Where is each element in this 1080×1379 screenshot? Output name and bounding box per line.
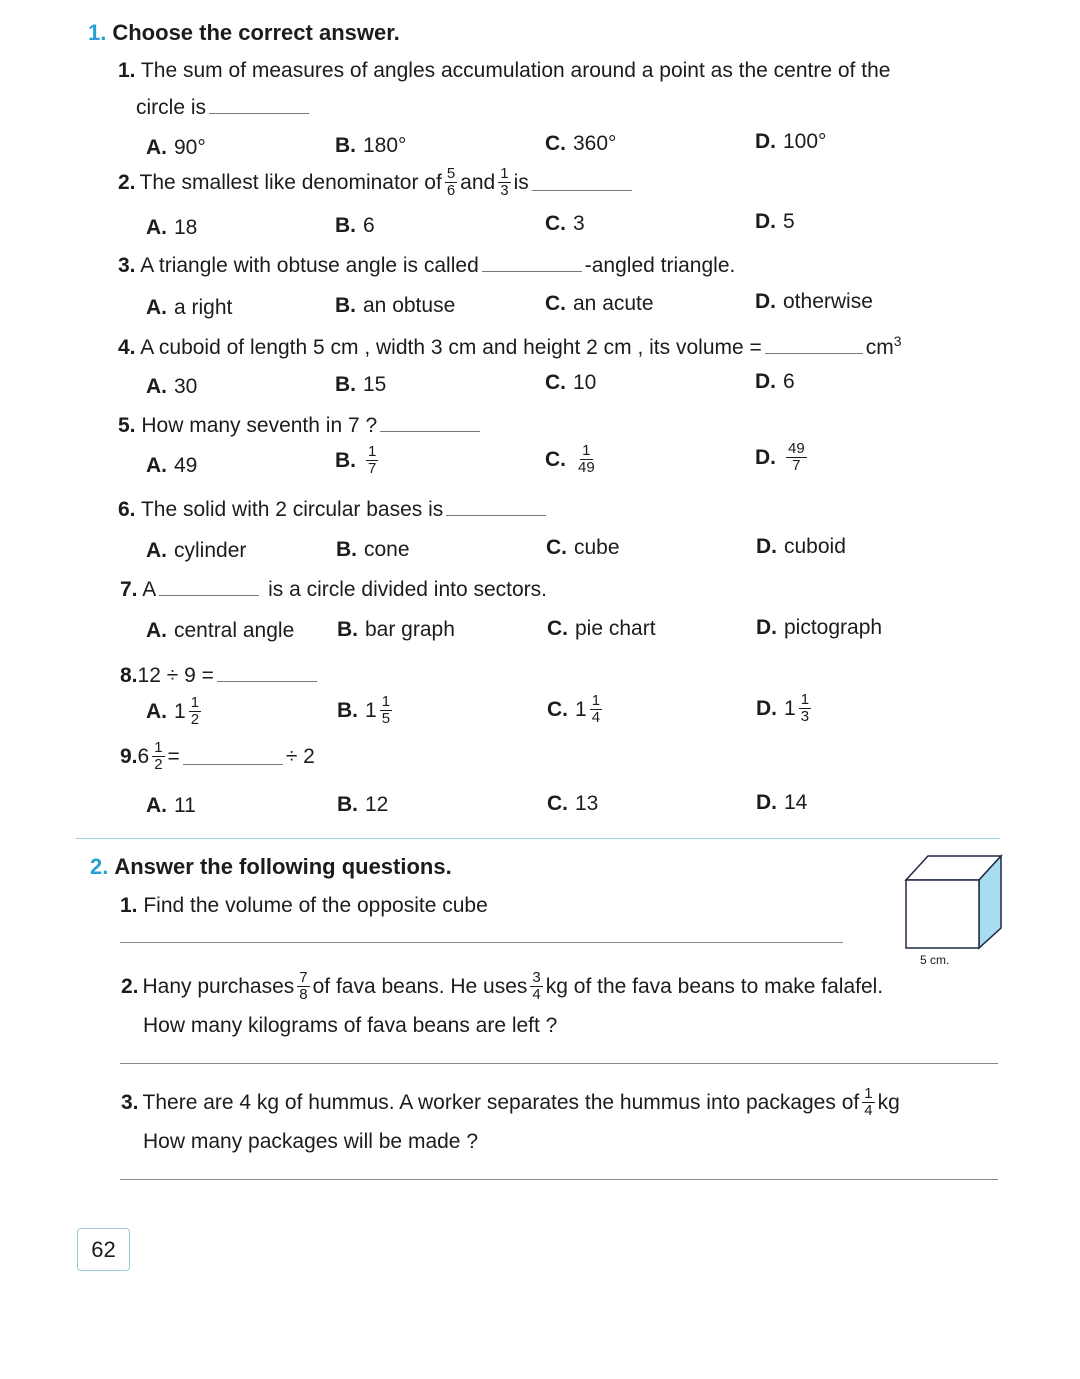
question-2 <box>118 166 635 199</box>
question-number: 8. <box>120 664 138 687</box>
option-letter: C. <box>546 536 567 559</box>
numerator: 3 <box>532 969 541 986</box>
question-text: The solid with 2 circular bases is <box>140 498 444 521</box>
option-letter: B. <box>335 448 356 472</box>
option-letter: D. <box>756 616 777 639</box>
s2-question-3-line-2: How many packages will be made ? <box>143 1130 478 1153</box>
question-3 <box>118 254 735 278</box>
option-text: 15 <box>363 373 387 396</box>
answer-blank[interactable] <box>209 113 309 114</box>
numerator: 1 <box>381 693 391 710</box>
fraction <box>590 693 602 726</box>
option-letter: B. <box>337 698 358 722</box>
question-1-line-1 <box>118 59 890 83</box>
option-d[interactable] <box>756 535 846 559</box>
answer-blank[interactable] <box>532 190 632 191</box>
cube-figure <box>898 850 1008 952</box>
answer-blank[interactable] <box>217 681 317 682</box>
option-text: 18 <box>174 216 198 239</box>
option-letter: C. <box>547 792 568 815</box>
numerator: 1 <box>582 442 591 459</box>
option-text: 90° <box>174 136 206 159</box>
question-6 <box>118 498 549 522</box>
option-text: 30 <box>174 375 198 398</box>
option-d[interactable] <box>755 210 795 234</box>
answer-blank[interactable] <box>183 764 283 765</box>
option-text: an obtuse <box>363 294 456 317</box>
answer-blank[interactable] <box>482 271 582 272</box>
denominator: 6 <box>446 182 456 199</box>
denominator: 7 <box>792 457 801 474</box>
option-text: otherwise <box>783 290 873 313</box>
option-letter: C. <box>545 132 566 155</box>
section-1-number: 1. <box>88 20 107 45</box>
question-number: 7. <box>120 578 138 601</box>
fraction <box>786 441 807 474</box>
question-text: is <box>513 170 529 194</box>
option-letter: A. <box>146 794 167 817</box>
option-c[interactable] <box>547 792 598 816</box>
answer-blank[interactable] <box>765 353 863 354</box>
option-text: 11 <box>174 794 196 817</box>
option-text: 180° <box>363 134 407 157</box>
option-text: 12 <box>365 793 389 816</box>
option-b[interactable] <box>337 618 455 642</box>
numerator: 5 <box>446 165 456 182</box>
numerator: 1 <box>800 691 810 708</box>
option-a[interactable] <box>146 794 196 818</box>
denominator: 4 <box>532 986 541 1003</box>
option-letter: B. <box>335 214 356 237</box>
option-text: cube <box>574 536 620 559</box>
question-number: 6. <box>118 498 136 521</box>
question-number: 2. <box>121 974 139 998</box>
option-letter: A. <box>146 454 167 477</box>
fraction <box>380 694 392 727</box>
fraction <box>366 444 378 477</box>
question-number: 3. <box>121 1090 139 1114</box>
fraction <box>445 166 457 199</box>
s2-question-3 <box>121 1086 900 1119</box>
option-c[interactable] <box>547 693 605 726</box>
question-text: The smallest like denominator of <box>139 170 442 194</box>
whole-number: 1 <box>365 698 377 722</box>
question-number: 1. <box>120 894 138 917</box>
option-letter: C. <box>545 212 566 235</box>
question-text: How many seventh in 7 ? <box>141 414 378 437</box>
section-1-heading <box>88 20 400 46</box>
numerator: 1 <box>591 692 601 709</box>
question-number: 3. <box>118 254 136 277</box>
option-c[interactable] <box>545 212 585 236</box>
question-text: and <box>460 170 496 194</box>
option-d[interactable] <box>755 370 795 394</box>
question-9 <box>120 740 315 773</box>
option-letter: C. <box>545 292 566 315</box>
option-c[interactable] <box>545 443 600 476</box>
option-c[interactable] <box>545 371 596 395</box>
option-letter: A. <box>146 136 167 159</box>
option-letter: A. <box>146 216 167 239</box>
option-text: 5 <box>783 210 795 233</box>
numerator: 1 <box>500 165 509 182</box>
whole-number: 1 <box>575 697 587 721</box>
whole-number: 1 <box>174 699 186 723</box>
option-letter: D. <box>756 535 777 558</box>
unit: cm <box>865 336 894 359</box>
question-1-line-2 <box>136 96 312 120</box>
question-text: is a circle divided into sectors. <box>268 578 548 601</box>
option-letter: D. <box>756 696 777 720</box>
page-number-box <box>77 1228 130 1271</box>
option-letter: A. <box>146 539 167 562</box>
option-c[interactable] <box>546 536 620 560</box>
question-text: Hany purchases <box>142 974 295 998</box>
question-text: A triangle with obtuse angle is called <box>140 254 479 277</box>
question-text: The sum of measures of angles accumulation around a point as the centre of the <box>140 59 891 82</box>
option-c[interactable] <box>545 292 654 316</box>
section-2-heading <box>90 854 452 880</box>
question-text: A <box>142 578 157 601</box>
option-b[interactable] <box>335 373 386 397</box>
denominator: 2 <box>190 711 200 728</box>
whole-number: 1 <box>784 696 796 720</box>
option-b[interactable] <box>335 444 381 477</box>
question-text: 12 ÷ 9 = <box>137 664 214 687</box>
question-text: There are 4 kg of hummus. A worker separates the hummus into packages of <box>142 1090 860 1114</box>
option-letter: D. <box>755 445 776 469</box>
option-a[interactable] <box>146 454 197 478</box>
question-text: kg of the fava beans to make falafel. <box>545 974 884 998</box>
option-b[interactable] <box>335 214 375 238</box>
question-text: = <box>167 744 180 768</box>
option-text: 6 <box>363 214 375 237</box>
option-text: 6 <box>783 370 795 393</box>
question-5 <box>118 414 483 438</box>
question-7 <box>120 578 547 602</box>
option-c[interactable] <box>547 617 656 641</box>
question-4 <box>118 333 902 360</box>
denominator: 7 <box>368 460 377 477</box>
option-a[interactable] <box>146 539 246 563</box>
option-letter: A. <box>146 619 167 642</box>
option-letter: C. <box>547 697 568 721</box>
fraction <box>576 443 597 476</box>
option-letter: B. <box>337 793 358 816</box>
option-b[interactable] <box>337 694 395 727</box>
option-text: cone <box>364 538 410 561</box>
option-text: central angle <box>174 619 295 642</box>
option-d[interactable] <box>756 616 882 640</box>
denominator: 3 <box>500 182 509 199</box>
option-letter: A. <box>146 699 167 723</box>
question-text: ÷ 2 <box>285 744 315 768</box>
fraction <box>498 166 510 199</box>
option-text: pictograph <box>784 616 883 639</box>
numerator: 1 <box>368 443 377 460</box>
question-text: kg <box>877 1090 900 1114</box>
question-number: 2. <box>118 170 136 194</box>
option-text: 13 <box>575 792 599 815</box>
option-b[interactable] <box>336 538 410 562</box>
option-text: a right <box>174 296 233 319</box>
option-a[interactable] <box>146 375 197 399</box>
question-text: -angled triangle. <box>584 254 736 277</box>
option-text: cylinder <box>174 539 247 562</box>
question-text: circle is <box>136 96 207 119</box>
section-2-title: Answer the following questions. <box>114 854 452 879</box>
option-text: 3 <box>573 212 585 235</box>
section-1-title: Choose the correct answer. <box>112 20 400 45</box>
option-letter: C. <box>545 371 566 394</box>
s2-question-2-line-2: How many kilograms of fava beans are left ? <box>143 1014 558 1037</box>
section-2-number: 2. <box>90 854 109 879</box>
numerator: 1 <box>864 1085 873 1102</box>
option-letter: C. <box>545 447 566 471</box>
s2-question-2 <box>121 970 883 1003</box>
numerator: 49 <box>788 440 805 457</box>
question-text: Find the volume of the opposite cube <box>143 894 488 917</box>
option-a[interactable] <box>146 619 294 643</box>
option-a[interactable] <box>146 296 232 320</box>
option-text: 100° <box>783 130 827 153</box>
answer-blank[interactable] <box>159 595 259 596</box>
fraction <box>189 695 201 728</box>
option-d[interactable] <box>756 692 814 725</box>
option-text: 14 <box>784 791 808 814</box>
answer-line[interactable] <box>120 1179 998 1180</box>
cube-edge-label: 5 cm. <box>920 953 950 967</box>
option-letter: B. <box>335 373 356 396</box>
numerator: 1 <box>154 739 163 756</box>
option-text: 360° <box>573 132 617 155</box>
denominator: 49 <box>578 459 595 476</box>
option-letter: B. <box>335 134 356 157</box>
denominator: 3 <box>800 708 810 725</box>
option-letter: B. <box>335 294 356 317</box>
question-number: 9. <box>120 744 138 768</box>
option-text: cuboid <box>784 535 846 558</box>
option-d[interactable] <box>756 791 807 815</box>
fraction <box>152 740 164 773</box>
option-d[interactable] <box>755 130 826 154</box>
fraction <box>862 1086 874 1119</box>
option-d[interactable] <box>755 441 810 474</box>
option-letter: D. <box>755 290 776 313</box>
question-text: of fava beans. He uses <box>312 974 528 998</box>
whole-number: 6 <box>137 744 150 768</box>
option-a[interactable] <box>146 216 197 240</box>
option-letter: C. <box>547 617 568 640</box>
option-letter: A. <box>146 296 167 319</box>
option-letter: B. <box>336 538 357 561</box>
option-b[interactable] <box>337 793 388 817</box>
option-text: an acute <box>573 292 654 315</box>
question-number: 1. <box>118 59 136 82</box>
question-8 <box>120 664 320 688</box>
denominator: 5 <box>381 710 391 727</box>
s2-question-1 <box>120 894 488 918</box>
denominator: 8 <box>299 986 308 1003</box>
answer-blank[interactable] <box>446 515 546 516</box>
question-number: 4. <box>118 336 136 359</box>
option-letter: A. <box>146 375 167 398</box>
option-letter: D. <box>755 130 776 153</box>
fraction <box>530 970 542 1003</box>
section-divider <box>76 838 1000 839</box>
fraction <box>297 970 309 1003</box>
option-text: bar graph <box>365 618 455 641</box>
fraction <box>799 692 811 725</box>
numerator: 7 <box>299 969 308 986</box>
unit-exponent: 3 <box>893 333 902 349</box>
answer-line[interactable] <box>120 1063 998 1064</box>
option-d[interactable] <box>755 290 873 314</box>
denominator: 4 <box>864 1102 873 1119</box>
option-c[interactable] <box>545 132 616 156</box>
answer-line[interactable] <box>120 942 843 943</box>
option-letter: D. <box>755 210 776 233</box>
option-a[interactable] <box>146 136 206 160</box>
option-letter: D. <box>755 370 776 393</box>
answer-blank[interactable] <box>380 431 480 432</box>
question-text: A cuboid of length 5 cm , width 3 cm and height 2 cm , its volume = <box>140 336 762 359</box>
option-b[interactable] <box>335 294 455 318</box>
option-text: pie chart <box>575 617 656 640</box>
option-b[interactable] <box>335 134 406 158</box>
option-letter: D. <box>756 791 777 814</box>
option-text: 49 <box>174 454 198 477</box>
numerator: 1 <box>190 694 200 711</box>
page-number: 62 <box>91 1236 116 1262</box>
option-a[interactable] <box>146 695 204 728</box>
cube-front-face <box>906 880 979 948</box>
denominator: 2 <box>154 756 163 773</box>
option-letter: B. <box>337 618 358 641</box>
denominator: 4 <box>591 709 601 726</box>
question-number: 5. <box>118 414 136 437</box>
option-text: 10 <box>573 371 597 394</box>
